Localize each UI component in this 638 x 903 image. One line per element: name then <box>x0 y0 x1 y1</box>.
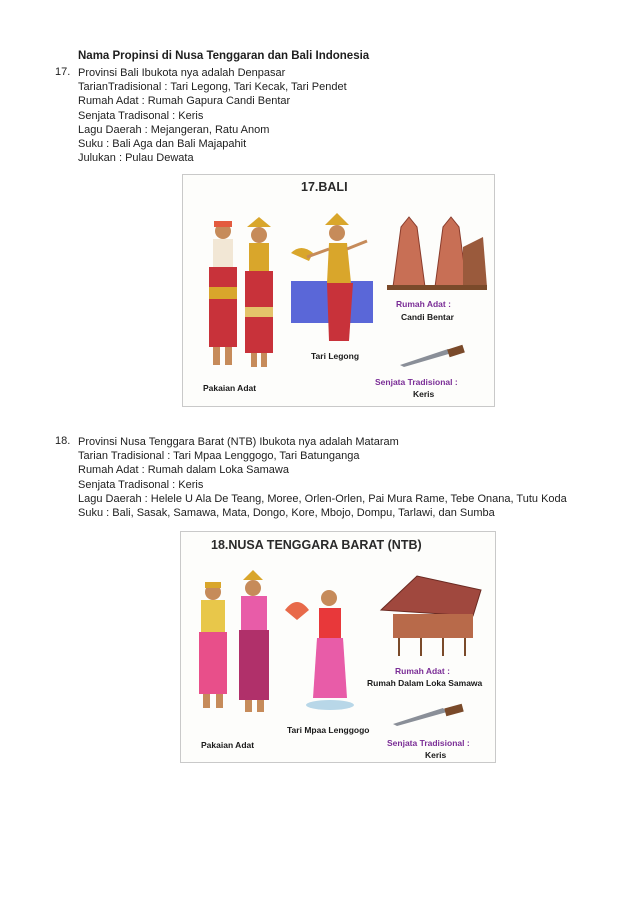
entry-bali <box>55 66 615 166</box>
entry-line-weapon: Senjata Tradisonal : Keris <box>78 478 204 491</box>
entry-line-song: Lagu Daerah : Helele U Ala De Teang, Moree, Orlen-Orlen, Pai Mura Rame, Tebe Onana, Tutu Koda <box>78 492 567 505</box>
caption-weapon-label: Senjata Tradisional : <box>375 377 458 387</box>
traditional-attire-illustration <box>191 570 286 720</box>
entry-line-house: Rumah Adat : Rumah Gapura Candi Bentar <box>78 95 291 108</box>
entry-lines <box>78 66 347 165</box>
entry-line-dance: Tarian Tradisional : Tari Mpaa Lenggogo, Tari Batunganga <box>78 450 360 463</box>
caption-house-label: Rumah Adat : <box>395 666 450 676</box>
entry-number: 18. <box>55 435 71 447</box>
dance-illustration <box>283 580 363 720</box>
entry-line-weapon: Senjata Tradisonal : Keris <box>78 109 204 122</box>
entry-lines <box>78 435 567 520</box>
entry-line-tribe: Suku : Bali Aga dan Bali Majapahit <box>78 137 247 150</box>
entry-line-house: Rumah Adat : Rumah dalam Loka Samawa <box>78 464 289 477</box>
document-title: Nama Propinsi di Nusa Tenggaran dan Bali Indonesia <box>78 50 370 62</box>
entry-number: 17. <box>55 66 71 78</box>
caption-dance: Tari Mpaa Lenggogo <box>287 725 370 735</box>
caption-weapon-name: Keris <box>425 750 447 760</box>
entry-line-nickname: Julukan : Pulau Dewata <box>78 152 194 165</box>
caption-attire: Pakaian Adat <box>201 740 255 750</box>
entry-line-capital: Provinsi Bali Ibukota nya adalah Denpasar <box>78 67 286 79</box>
dance-illustration <box>291 213 381 353</box>
caption-house-label: Rumah Adat : <box>396 299 451 309</box>
caption-house-name: Rumah Dalam Loka Samawa <box>367 678 483 688</box>
entry-line-dance: TarianTradisional : Tari Legong, Tari Kecak, Tari Pendet <box>78 81 347 94</box>
weapon-illustration <box>398 345 468 370</box>
figure-bali <box>182 174 495 407</box>
entry-line-capital: Provinsi Nusa Tenggara Barat (NTB) Ibukota nya adalah Mataram <box>78 436 399 448</box>
caption-weapon-label: Senjata Tradisional : <box>387 738 470 748</box>
weapon-illustration <box>391 702 471 732</box>
entry-line-tribe: Suku : Bali, Sasak, Samawa, Mata, Dongo, Kore, Mbojo, Dompu, Tarlawi, dan Sumba <box>78 506 495 519</box>
caption-dance: Tari Legong <box>311 351 360 361</box>
figure-title: 18.NUSA TENGGARA BARAT (NTB) <box>211 538 422 552</box>
entry-line-song: Lagu Daerah : Mejangeran, Ratu Anom <box>78 123 270 136</box>
caption-weapon-name: Keris <box>413 389 435 399</box>
figure-ntb <box>180 531 496 763</box>
figure-title: 17.BALI <box>301 180 348 194</box>
caption-attire: Pakaian Adat <box>203 383 257 393</box>
entry-ntb <box>55 435 615 521</box>
caption-house-name: Candi Bentar <box>401 312 454 322</box>
traditional-attire-illustration <box>197 217 287 372</box>
traditional-house-illustration <box>377 570 487 660</box>
traditional-house-illustration <box>383 207 488 292</box>
